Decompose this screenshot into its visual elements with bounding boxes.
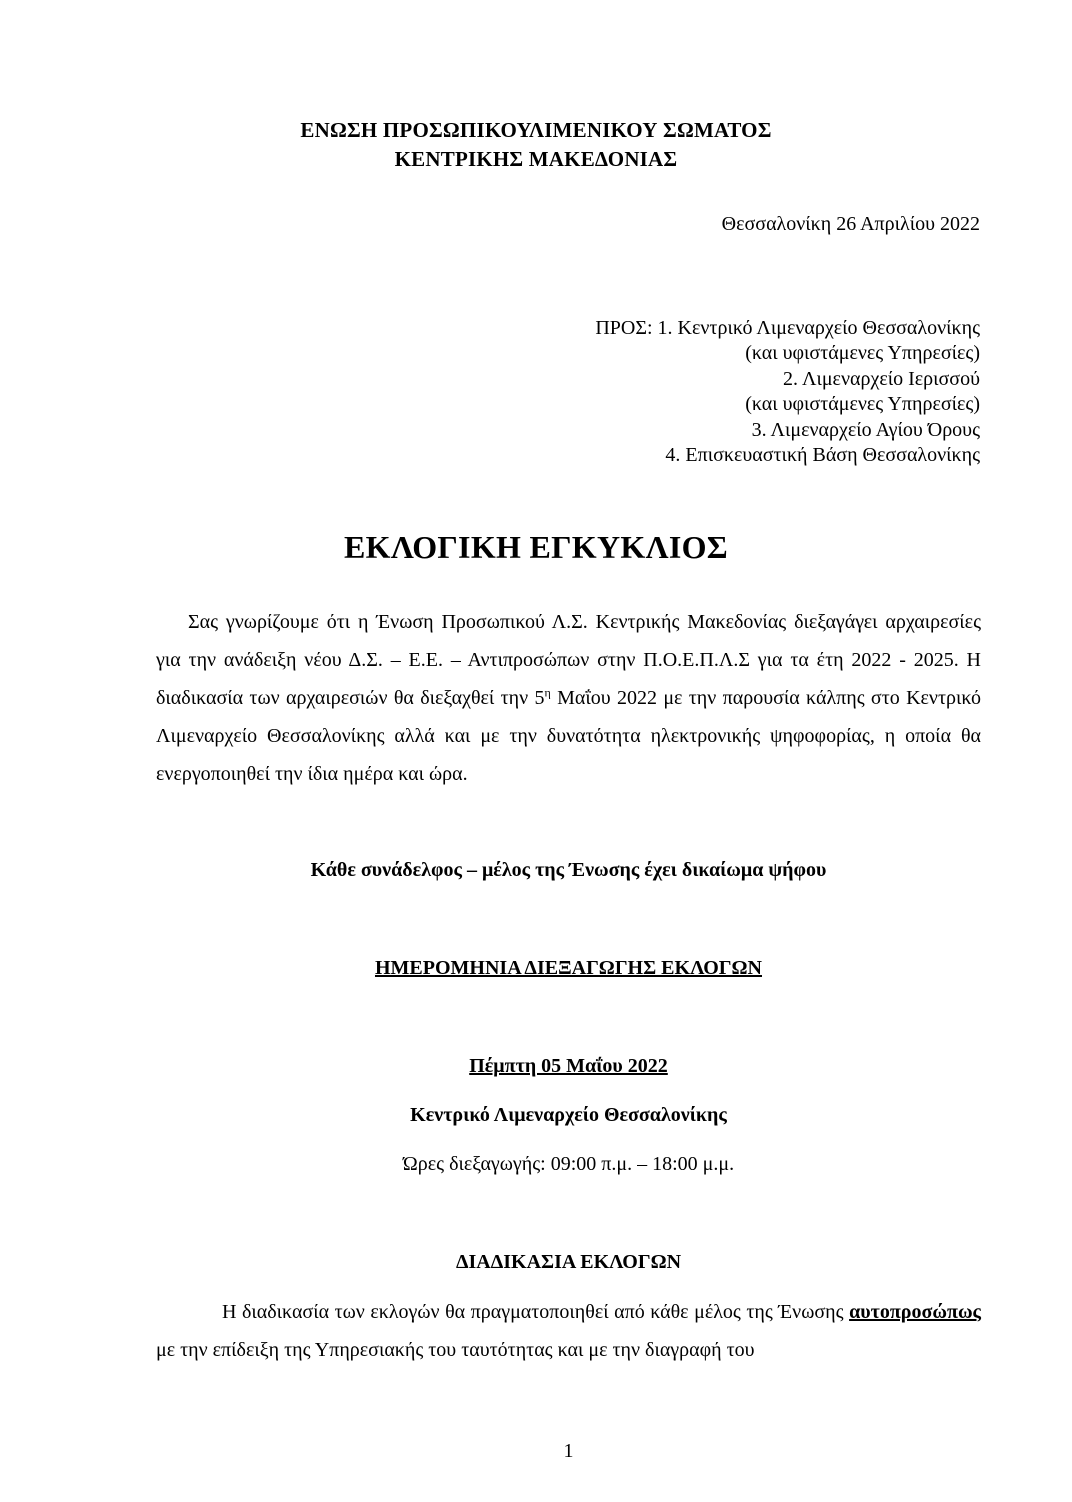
intro-text-2: Μαΐου 2022 με την παρουσία κάλπης στο Κεντρικό Λιμεναρχείο Θεσσαλονίκης αλλά και με την δυνατότητα ηλεκτρονικής ψηφοφορίας, η οποία θα ενεργοποιηθεί την ίδια ημέρα και ώρα. (156, 687, 982, 785)
procedure-paragraph (156, 1293, 981, 1369)
procedure-heading: ΔΙΑΔΙΚΑΣΙΑ ΕΚΛΟΓΩΝ (455, 1251, 682, 1273)
document-date: Θεσσαλονίκη 26 Απριλίου 2022 (721, 213, 980, 235)
election-location: Κεντρικό Λιμεναρχείο Θεσσαλονίκης (410, 1104, 727, 1126)
election-date-heading-text: ΗΜΕΡΟΜΗΝΙΑ ΔΙΕΞΑΓΩΓΗΣ ΕΚΛΟΓΩΝ (374, 957, 762, 979)
recipient-line-3: 2. Λιμεναρχείο Ιερισσού (783, 368, 980, 390)
intro-text-1: Σας γνωρίζουμε ότι η Ένωση Προσωπικού Λ.Σ. Κεντρικής Μακεδονίας διεξαγάγει αρχαιρεσίες για την ανάδειξη νέου Δ.Σ. – Ε.Ε. – Αντιπροσώπων στην Π.Ο.Ε.Π.Λ.Σ για τα έτη 2022 - 2025. Η διαδικασία των αρχαιρεσιών θα διεξαχθεί την 5 (156, 611, 981, 709)
recipient-line-2: (και υφιστάμενες Υπηρεσίες) (745, 342, 980, 364)
election-day (0, 1055, 1072, 1078)
election-day-text: Πέμπτη 05 Μαΐου 2022 (469, 1055, 668, 1077)
recipient-line-1: ΠΡΟΣ: 1. Κεντρικό Λιμεναρχείο Θεσσαλονίκης (595, 317, 980, 339)
recipient-line-5: 3. Λιμεναρχείο Αγίου Όρους (751, 419, 980, 441)
procedure-emphasis: αυτοπροσώπως (849, 1301, 981, 1323)
election-hours: Ώρες διεξαγωγής: 09:00 π.μ. – 18:00 μ.μ. (402, 1153, 735, 1175)
recipient-line-6: 4. Επισκευαστική Βάση Θεσσαλονίκης (665, 444, 980, 466)
document-title: ΕΚΛΟΓΙΚΗ ΕΓΚΥΚΛΙΟΣ (344, 529, 728, 565)
procedure-text-1: Η διαδικασία των εκλογών θα πραγματοποιηθεί από κάθε μέλος της Ένωσης (222, 1301, 850, 1323)
right-to-vote-statement: Κάθε συνάδελφος – μέλος της Ένωσης έχει δικαίωμα ψήφου (310, 859, 827, 881)
ordinal-superscript: η (544, 685, 551, 700)
intro-paragraph (156, 603, 981, 793)
page-number: 1 (563, 1440, 574, 1462)
procedure-text-2: με την επίδειξη της Υπηρεσιακής του ταυτότητας και με την διαγραφή του (156, 1339, 755, 1361)
organization-name-line1: ΕΝΩΣΗ ΠΡΟΣΩΠΙΚΟΥΛΙΜΕΝΙΚΟΥ ΣΩΜΑΤΟΣ (300, 118, 772, 142)
organization-name-line2: ΚΕΝΤΡΙΚΗΣ ΜΑΚΕΔΟΝΙΑΣ (394, 147, 678, 171)
recipient-line-4: (και υφιστάμενες Υπηρεσίες) (745, 393, 980, 415)
election-date-heading (0, 957, 1072, 980)
